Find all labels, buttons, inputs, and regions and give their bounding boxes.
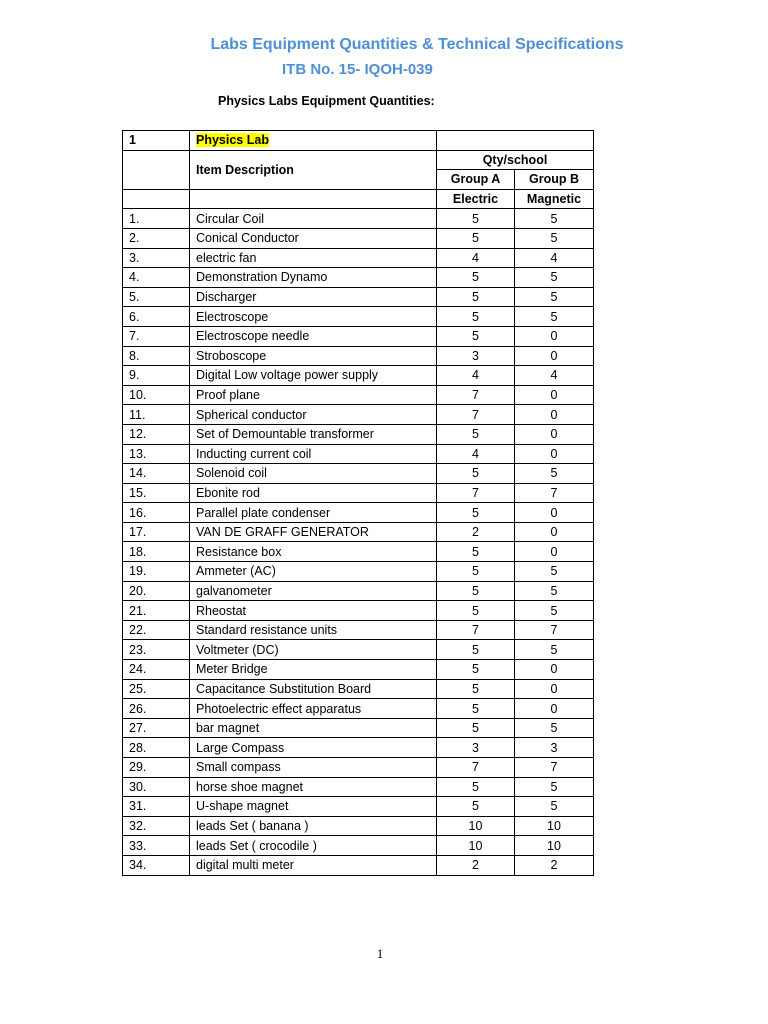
item-number: 4. xyxy=(123,268,190,288)
item-number: 7. xyxy=(123,326,190,346)
item-number: 14. xyxy=(123,464,190,484)
table-row xyxy=(123,326,594,346)
group-b-qty: 0 xyxy=(515,699,594,719)
item-description: leads Set ( banana ) xyxy=(190,816,437,836)
table-row xyxy=(123,268,594,288)
group-a-qty: 5 xyxy=(437,718,515,738)
item-number: 11. xyxy=(123,405,190,425)
table-row xyxy=(123,248,594,268)
item-description: Circular Coil xyxy=(190,209,437,229)
table-row xyxy=(123,679,594,699)
table-row xyxy=(123,483,594,503)
table-row xyxy=(123,660,594,680)
item-description: Ammeter (AC) xyxy=(190,562,437,582)
group-b-qty: 5 xyxy=(515,601,594,621)
group-b-qty: 5 xyxy=(515,640,594,660)
table-row xyxy=(123,562,594,582)
item-number: 12. xyxy=(123,424,190,444)
item-description: Photoelectric effect apparatus xyxy=(190,699,437,719)
item-description: Resistance box xyxy=(190,542,437,562)
item-number: 20. xyxy=(123,581,190,601)
table-row xyxy=(123,287,594,307)
item-number: 26. xyxy=(123,699,190,719)
table-row xyxy=(123,228,594,248)
section-name: Physics Lab xyxy=(196,133,269,148)
item-number: 32. xyxy=(123,816,190,836)
item-description: Stroboscope xyxy=(190,346,437,366)
item-number: 8. xyxy=(123,346,190,366)
group-b-qty: 10 xyxy=(515,816,594,836)
group-a-qty: 7 xyxy=(437,758,515,778)
group-a-qty: 5 xyxy=(437,581,515,601)
group-a-qty: 7 xyxy=(437,385,515,405)
table-section-row xyxy=(123,131,594,151)
table-row xyxy=(123,209,594,229)
item-number: 30. xyxy=(123,777,190,797)
item-description: leads Set ( crocodile ) xyxy=(190,836,437,856)
group-b-qty: 4 xyxy=(515,366,594,386)
table-row xyxy=(123,307,594,327)
item-number: 5. xyxy=(123,287,190,307)
table-row xyxy=(123,464,594,484)
group-a-qty: 10 xyxy=(437,816,515,836)
page-number: 1 xyxy=(376,946,384,961)
table-row xyxy=(123,366,594,386)
section-name-cell xyxy=(190,131,437,151)
group-b-qty: 7 xyxy=(515,758,594,778)
item-description: Parallel plate condenser xyxy=(190,503,437,523)
item-description: VAN DE GRAFF GENERATOR xyxy=(190,522,437,542)
item-description: Electroscope needle xyxy=(190,326,437,346)
group-a-qty: 2 xyxy=(437,855,515,875)
table-row xyxy=(123,718,594,738)
group-b-header: Group B xyxy=(515,170,594,190)
group-b-qty: 0 xyxy=(515,444,594,464)
section-number: 1 xyxy=(123,131,190,151)
group-a-qty: 3 xyxy=(437,738,515,758)
item-number: 27. xyxy=(123,718,190,738)
table-row xyxy=(123,542,594,562)
group-a-qty: 5 xyxy=(437,777,515,797)
group-a-qty: 5 xyxy=(437,228,515,248)
item-description: Voltmeter (DC) xyxy=(190,640,437,660)
qty-per-school-header: Qty/school xyxy=(437,150,594,170)
item-number: 33. xyxy=(123,836,190,856)
item-description: digital multi meter xyxy=(190,855,437,875)
table-header-row xyxy=(123,150,594,170)
table-row xyxy=(123,346,594,366)
item-number: 28. xyxy=(123,738,190,758)
group-a-qty: 7 xyxy=(437,620,515,640)
item-number: 15. xyxy=(123,483,190,503)
group-a-type: Electric xyxy=(437,189,515,209)
item-description: electric fan xyxy=(190,248,437,268)
group-a-qty: 5 xyxy=(437,542,515,562)
group-b-qty: 5 xyxy=(515,209,594,229)
group-b-qty: 0 xyxy=(515,326,594,346)
item-description: Electroscope xyxy=(190,307,437,327)
group-b-type: Magnetic xyxy=(515,189,594,209)
group-b-qty: 0 xyxy=(515,503,594,523)
item-number: 13. xyxy=(123,444,190,464)
item-number: 24. xyxy=(123,660,190,680)
table-row xyxy=(123,855,594,875)
item-number: 2. xyxy=(123,228,190,248)
group-a-qty: 5 xyxy=(437,307,515,327)
item-number: 16. xyxy=(123,503,190,523)
item-number: 10. xyxy=(123,385,190,405)
group-b-qty: 0 xyxy=(515,660,594,680)
group-b-qty: 0 xyxy=(515,424,594,444)
item-number: 3. xyxy=(123,248,190,268)
group-b-qty: 5 xyxy=(515,268,594,288)
item-description: Digital Low voltage power supply xyxy=(190,366,437,386)
item-number: 18. xyxy=(123,542,190,562)
item-number: 17. xyxy=(123,522,190,542)
item-description: Capacitance Substitution Board xyxy=(190,679,437,699)
group-b-qty: 5 xyxy=(515,718,594,738)
group-a-qty: 4 xyxy=(437,444,515,464)
group-a-qty: 5 xyxy=(437,209,515,229)
group-a-qty: 5 xyxy=(437,679,515,699)
group-b-qty: 0 xyxy=(515,542,594,562)
table-row xyxy=(123,640,594,660)
group-a-qty: 5 xyxy=(437,503,515,523)
group-b-qty: 0 xyxy=(515,385,594,405)
group-b-qty: 10 xyxy=(515,836,594,856)
table-type-row xyxy=(123,189,594,209)
group-b-qty: 5 xyxy=(515,777,594,797)
group-b-qty: 3 xyxy=(515,738,594,758)
group-a-qty: 5 xyxy=(437,660,515,680)
group-a-qty: 4 xyxy=(437,366,515,386)
item-number: 29. xyxy=(123,758,190,778)
item-description: Proof plane xyxy=(190,385,437,405)
table-row xyxy=(123,385,594,405)
group-a-qty: 3 xyxy=(437,346,515,366)
item-number: 23. xyxy=(123,640,190,660)
item-description: galvanometer xyxy=(190,581,437,601)
table-row xyxy=(123,503,594,523)
item-description: Standard resistance units xyxy=(190,620,437,640)
group-b-qty: 5 xyxy=(515,797,594,817)
equipment-table xyxy=(122,130,594,876)
table-row xyxy=(123,816,594,836)
group-b-qty: 7 xyxy=(515,483,594,503)
empty-cell xyxy=(437,131,594,151)
group-a-qty: 5 xyxy=(437,601,515,621)
group-a-qty: 5 xyxy=(437,797,515,817)
group-b-qty: 0 xyxy=(515,522,594,542)
item-number: 34. xyxy=(123,855,190,875)
table-row xyxy=(123,405,594,425)
item-description: Large Compass xyxy=(190,738,437,758)
item-number: 31. xyxy=(123,797,190,817)
itb-number: ITB No. 15- IQOH-039 xyxy=(282,61,433,78)
item-description: Solenoid coil xyxy=(190,464,437,484)
group-a-qty: 5 xyxy=(437,326,515,346)
item-description: Discharger xyxy=(190,287,437,307)
group-b-qty: 5 xyxy=(515,562,594,582)
item-description: bar magnet xyxy=(190,718,437,738)
group-a-qty: 5 xyxy=(437,699,515,719)
table-row xyxy=(123,797,594,817)
table-row xyxy=(123,699,594,719)
empty-cell xyxy=(123,189,190,209)
table-row xyxy=(123,601,594,621)
item-description: Set of Demountable transformer xyxy=(190,424,437,444)
group-a-qty: 7 xyxy=(437,405,515,425)
table-row xyxy=(123,836,594,856)
empty-cell xyxy=(190,189,437,209)
group-b-qty: 4 xyxy=(515,248,594,268)
item-number: 1. xyxy=(123,209,190,229)
group-b-qty: 5 xyxy=(515,228,594,248)
group-b-qty: 0 xyxy=(515,679,594,699)
group-a-qty: 5 xyxy=(437,424,515,444)
table-row xyxy=(123,777,594,797)
item-description: horse shoe magnet xyxy=(190,777,437,797)
section-heading: Physics Labs Equipment Quantities: xyxy=(218,94,435,108)
group-a-qty: 10 xyxy=(437,836,515,856)
table-row xyxy=(123,758,594,778)
item-number: 6. xyxy=(123,307,190,327)
group-b-qty: 0 xyxy=(515,405,594,425)
item-number: 21. xyxy=(123,601,190,621)
group-b-qty: 5 xyxy=(515,307,594,327)
item-number: 25. xyxy=(123,679,190,699)
table-row xyxy=(123,620,594,640)
table-row xyxy=(123,738,594,758)
group-b-qty: 7 xyxy=(515,620,594,640)
group-a-qty: 5 xyxy=(437,464,515,484)
item-number: 19. xyxy=(123,562,190,582)
item-description: Inducting current coil xyxy=(190,444,437,464)
document-title: Labs Equipment Quantities & Technical Specifications xyxy=(210,36,624,53)
group-a-qty: 2 xyxy=(437,522,515,542)
group-a-qty: 5 xyxy=(437,287,515,307)
item-description: U-shape magnet xyxy=(190,797,437,817)
group-a-qty: 7 xyxy=(437,483,515,503)
group-b-qty: 0 xyxy=(515,346,594,366)
table-row xyxy=(123,581,594,601)
item-description: Rheostat xyxy=(190,601,437,621)
table-row xyxy=(123,522,594,542)
group-a-header: Group A xyxy=(437,170,515,190)
item-description: Conical Conductor xyxy=(190,228,437,248)
table-row xyxy=(123,444,594,464)
group-b-qty: 2 xyxy=(515,855,594,875)
item-description: Demonstration Dynamo xyxy=(190,268,437,288)
group-b-qty: 5 xyxy=(515,464,594,484)
group-b-qty: 5 xyxy=(515,287,594,307)
table-row xyxy=(123,424,594,444)
item-number: 22. xyxy=(123,620,190,640)
item-description: Meter Bridge xyxy=(190,660,437,680)
group-a-qty: 5 xyxy=(437,562,515,582)
group-a-qty: 5 xyxy=(437,268,515,288)
item-description-header: Item Description xyxy=(190,150,437,189)
item-description: Small compass xyxy=(190,758,437,778)
empty-cell xyxy=(123,150,190,189)
item-description: Ebonite rod xyxy=(190,483,437,503)
item-number: 9. xyxy=(123,366,190,386)
item-description: Spherical conductor xyxy=(190,405,437,425)
group-a-qty: 4 xyxy=(437,248,515,268)
group-b-qty: 5 xyxy=(515,581,594,601)
group-a-qty: 5 xyxy=(437,640,515,660)
